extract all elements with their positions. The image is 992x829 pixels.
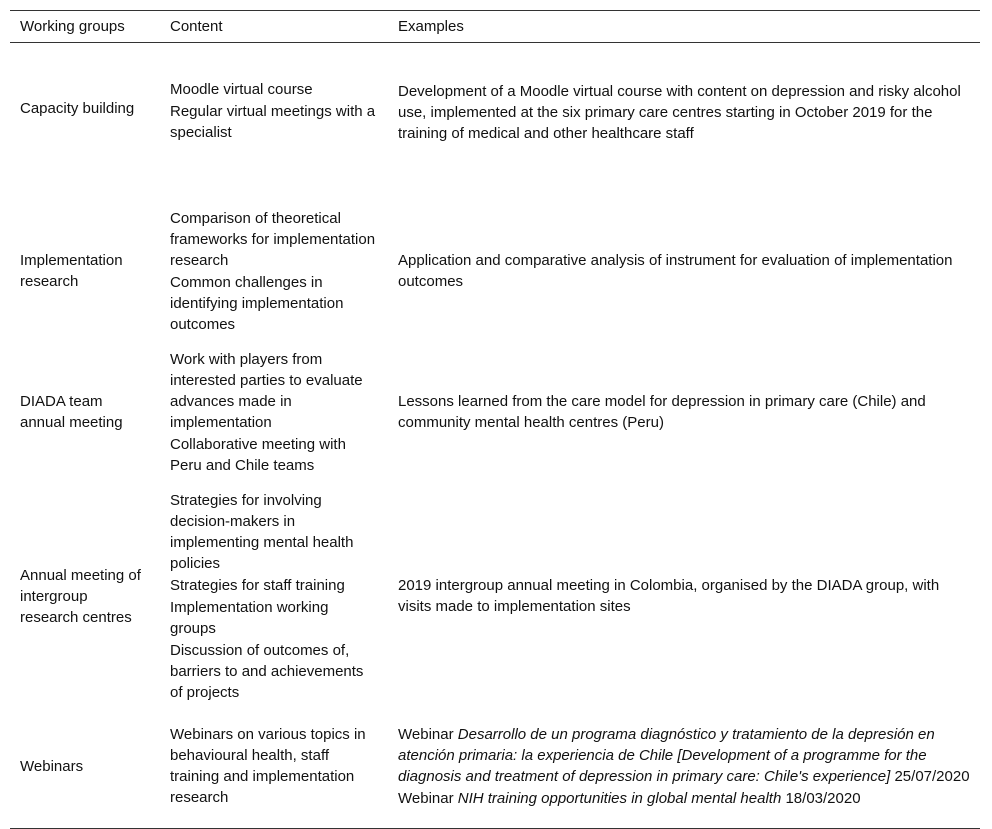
content-cell	[160, 704, 388, 829]
example-item	[398, 724, 970, 787]
examples-cell	[388, 488, 980, 704]
example-date: 25/07/2020	[890, 767, 970, 785]
content-item: Discussion of outcomes of, barriers to and achievements of projects	[170, 641, 364, 701]
content-cell	[160, 336, 388, 488]
content-item: Moodle virtual course	[170, 81, 313, 98]
group-cell: Annual meeting of intergroup research centres	[20, 566, 141, 626]
content-item: Regular virtual meetings with a specialist	[170, 103, 376, 141]
group-cell: Webinars	[10, 704, 160, 829]
content-item: Collaborative meeting with Peru and Chile teams	[170, 435, 346, 474]
example-prefix: Webinar	[398, 789, 458, 807]
example-item: Application and comparative analysis of instrument for evaluation of implementation outcomes	[398, 252, 953, 290]
example-item: Lessons learned from the care model for depression in primary care (Chile) and community mental health centres (Peru)	[398, 393, 926, 431]
content-item: Common challenges in identifying implementation outcomes	[170, 273, 344, 333]
table-row	[10, 336, 980, 488]
content-cell	[160, 206, 388, 336]
content-item: Webinars on various topics in behavioural health, staff training and implementation research	[170, 726, 366, 806]
group-cell: DIADA team annual meeting	[20, 393, 123, 431]
content-item: Strategies for staff training	[170, 576, 345, 594]
examples-cell	[388, 206, 980, 336]
examples-cell	[388, 704, 980, 829]
examples-cell	[388, 336, 980, 488]
example-item	[398, 788, 970, 809]
table-row	[10, 43, 980, 207]
table-row	[10, 206, 980, 336]
group-cell: Implementation research	[20, 252, 123, 290]
example-title: NIH training opportunities in global mental health	[457, 789, 782, 807]
group-cell: Capacity building	[20, 100, 135, 117]
working-groups-table	[10, 10, 980, 829]
example-item: Development of a Moodle virtual course with content on depression and risky alcohol use, implemented at the six primary care centres starting in October 2019 for the training of medical and other healthcare staff	[398, 83, 961, 142]
header-content: Content	[160, 11, 388, 43]
table-row	[10, 704, 980, 829]
example-title: Desarrollo de un programa diagnóstico y tratamiento de la depresión en atención primaria: la experiencia de Chile [Development of a programme for the diagnosis and treatment of depression in primary care: Chile's experience]	[398, 725, 935, 785]
examples-cell	[388, 43, 980, 207]
content-cell	[160, 43, 388, 207]
example-date: 18/03/2020	[781, 789, 861, 807]
content-item: Implementation working groups	[170, 598, 329, 637]
table-row	[10, 488, 980, 704]
content-cell	[160, 488, 388, 704]
header-working-groups: Working groups	[10, 11, 160, 43]
content-item: Comparison of theoretical frameworks for implementation research	[170, 209, 376, 269]
example-item: 2019 intergroup annual meeting in Colombia, organised by the DIADA group, with visits made to implementation sites	[398, 577, 940, 615]
header-row	[10, 11, 980, 43]
content-item: Work with players from interested parties to evaluate advances made in implementation	[170, 350, 363, 431]
header-examples: Examples	[388, 11, 980, 43]
content-item: Strategies for involving decision-makers in implementing mental health policies	[170, 491, 354, 572]
example-prefix: Webinar	[398, 725, 458, 743]
